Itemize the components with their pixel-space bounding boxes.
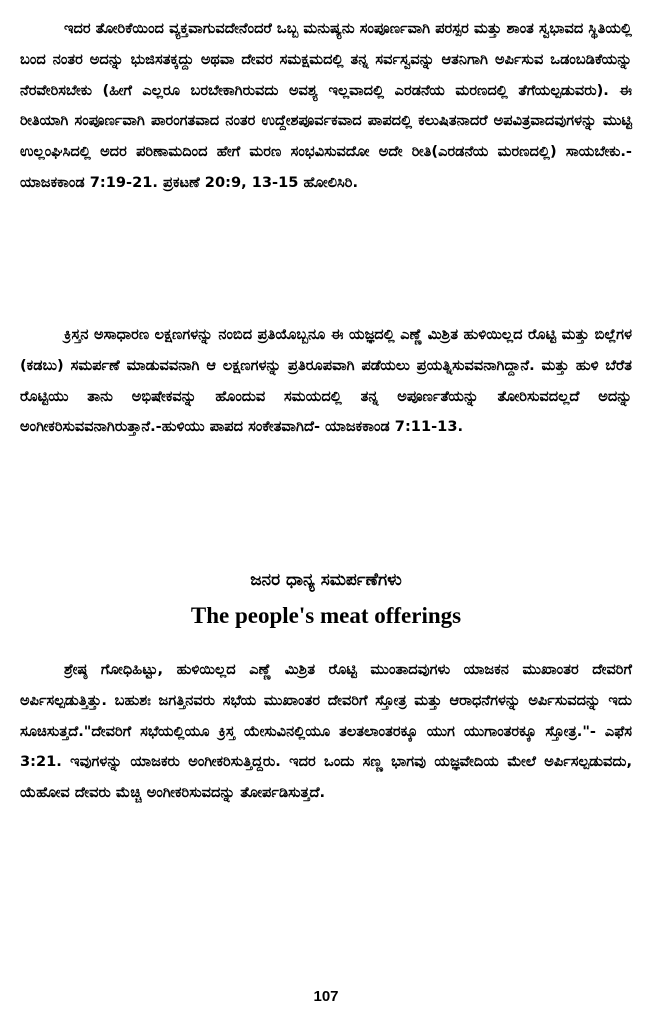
paragraph-3-text: ಶ್ರೇಷ್ಠ ಗೋಧಿಹಿಟ್ಟು, ಹುಳಿಯಿಲ್ಲದ ಎಣ್ಣೆ ಮಿಶ್ರಿತ ರೊಟ್ಟಿ ಮುಂತಾದವುಗಳು ಯಾಜಕನ ಮುಖಾಂತರ ದೇವರಿಗೆ ಅರ್ಪಿಸಲ್ಪಡುತ್ತಿತ್ತು. ಬಹುಶಃ ಜಗತ್ತಿನವರು ಸಭೆಯ ಮುಖಾಂತರ ದೇವರಿಗೆ ಸ್ತೋತ್ರ ಮತ್ತು ಆರಾಧನೆಗಳನ್ನು ಅರ್ಪಿಸುವದನ್ನು ಇದು ಸೂಚಿಸುತ್ತದೆ."ದೇವರಿಗೆ ಸಭೆಯಲ್ಲಿಯೂ ಕ್ರಿಸ್ತ ಯೇಸುವಿನಲ್ಲಿಯೂ ತಲತಲಾಂತರಕ್ಕೂ ಯುಗ ಯುಗಾಂತರಕ್ಕೂ ಸ್ತೋತ್ರ."- ಎಫೆಸ 3:21. ಇವುಗಳನ್ನು ಯಾಜಕರು ಅಂಗೀಕರಿಸುತ್ತಿದ್ದರು. ಇದರ ಒಂದು ಸಣ್ಣ ಭಾಗವು ಯಜ್ಞವೇದಿಯ ಮೇಲೆ ಅರ್ಪಿಸಲ್ಪಡುವದು, ಯೆಹೋವ ದೇವರು ಮೆಚ್ಚಿ ಅಂಗೀಕರಿಸುವದನ್ನು ತೋರ್ಪಡಿಸುತ್ತದೆ. — [20, 661, 632, 802]
document-page — [20, 4, 632, 1019]
section-heading-kannada: ಜನರ ಧಾನ್ಯ ಸಮರ್ಪಣೆಗಳು — [250, 570, 402, 590]
paragraph-1-text: ಇದರ ತೋರಿಕೆಯಿಂದ ವ್ಯಕ್ತವಾಗುವದೇನೆಂದರೆ ಒಬ್ಬ ಮನುಷ್ಯನು ಸಂಪೂರ್ಣವಾಗಿ ಪರಸ್ಪರ ಮತ್ತು ಶಾಂತ ಸ್ವಭಾವದ ಸ್ಥಿತಿಯಲ್ಲಿ ಬಂದ ನಂತರ ಅದನ್ನು ಭುಜಿಸತಕ್ಕದ್ದು ಅಥವಾ ದೇವರ ಸಮಕ್ಷಮದಲ್ಲಿ ತನ್ನ ಸರ್ವಸ್ವವನ್ನು ಆತನಿಗಾಗಿ ಅರ್ಪಿಸುವ ಒಡಂಬಡಿಕೆಯನ್ನು ನೆರವೇರಿಸಬೇಕು (ಹೀಗೆ ಎಲ್ಲರೂ ಬರಬೇಕಾಗಿರುವದು ಅವಶ್ಯ ಇಲ್ಲವಾದಲ್ಲಿ ಎರಡನೆಯ ಮರಣದಲ್ಲಿ ತೆಗೆಯಲ್ಪಡುವರು). ಈ ರೀತಿಯಾಗಿ ಸಂಪೂರ್ಣವಾಗಿ ಪಾರಂಗತವಾದ ನಂತರ ಉದ್ದೇಶಪೂರ್ವಕವಾದ ಪಾಪದಲ್ಲಿ ಕಲುಷಿತನಾದರೆ ಅಪವಿತ್ರವಾದವುಗಳನ್ನು ಮುಟ್ಟಿ ಉಲ್ಲಂಘಿಸಿದಲ್ಲಿ ಅದರ ಪರಿಣಾಮದಿಂದ ಹೇಗೆ ಮರಣ ಸಂಭವಿಸುವದೋ ಅದೇ ರೀತಿ(ಎರಡನೆಯ ಮರಣದಲ್ಲಿ) ಸಾಯಬೇಕು.- ಯಾಜಕಕಾಂಡ 7:19-21. ಪ್ರಕಟಣೆ 20:9, 13-15 ಹೋಲಿಸಿರಿ. — [20, 20, 632, 191]
paragraph-3 — [20, 655, 632, 809]
paragraph-2 — [20, 320, 632, 443]
page-number: 107 — [313, 988, 339, 1005]
section-heading-english: The people's meat offerings — [190, 603, 462, 628]
paragraph-2-text: ಕ್ರಿಸ್ತನ ಅಸಾಧಾರಣ ಲಕ್ಷಣಗಳನ್ನು ನಂಬಿದ ಪ್ರತಿಯೊಬ್ಬನೂ ಈ ಯಜ್ಞದಲ್ಲಿ ಎಣ್ಣೆ ಮಿಶ್ರಿತ ಹುಳಿಯಿಲ್ಲದ ರೊಟ್ಟಿ ಮತ್ತು ಬಿಲ್ಲೆಗಳ (ಕಡಬು) ಸಮರ್ಪಣೆ ಮಾಡುವವನಾಗಿ ಆ ಲಕ್ಷಣಗಳನ್ನು ಪ್ರತಿರೂಪವಾಗಿ ಪಡೆಯಲು ಪ್ರಯತ್ನಿಸುವವನಾಗಿದ್ದಾನೆ. ಮತ್ತು ಹುಳಿ ಬೆರೆತ ರೊಟ್ಟಿಯು ತಾನು ಅಭಿಷೇಕವನ್ನು ಹೊಂದುವ ಸಮಯದಲ್ಲಿ ತನ್ನ ಅಪೂರ್ಣತೆಯನ್ನು ತೋರಿಸುವದಲ್ಲದೆ ಅದನ್ನು ಅಂಗೀಕರಿಸುವವನಾಗಿರುತ್ತಾನೆ.-ಹುಳಿಯು ಪಾಪದ ಸಂಕೇತವಾಗಿದೆ- ಯಾಜಕಕಾಂಡ 7:11-13. — [20, 326, 632, 436]
paragraph-1 — [20, 14, 632, 199]
